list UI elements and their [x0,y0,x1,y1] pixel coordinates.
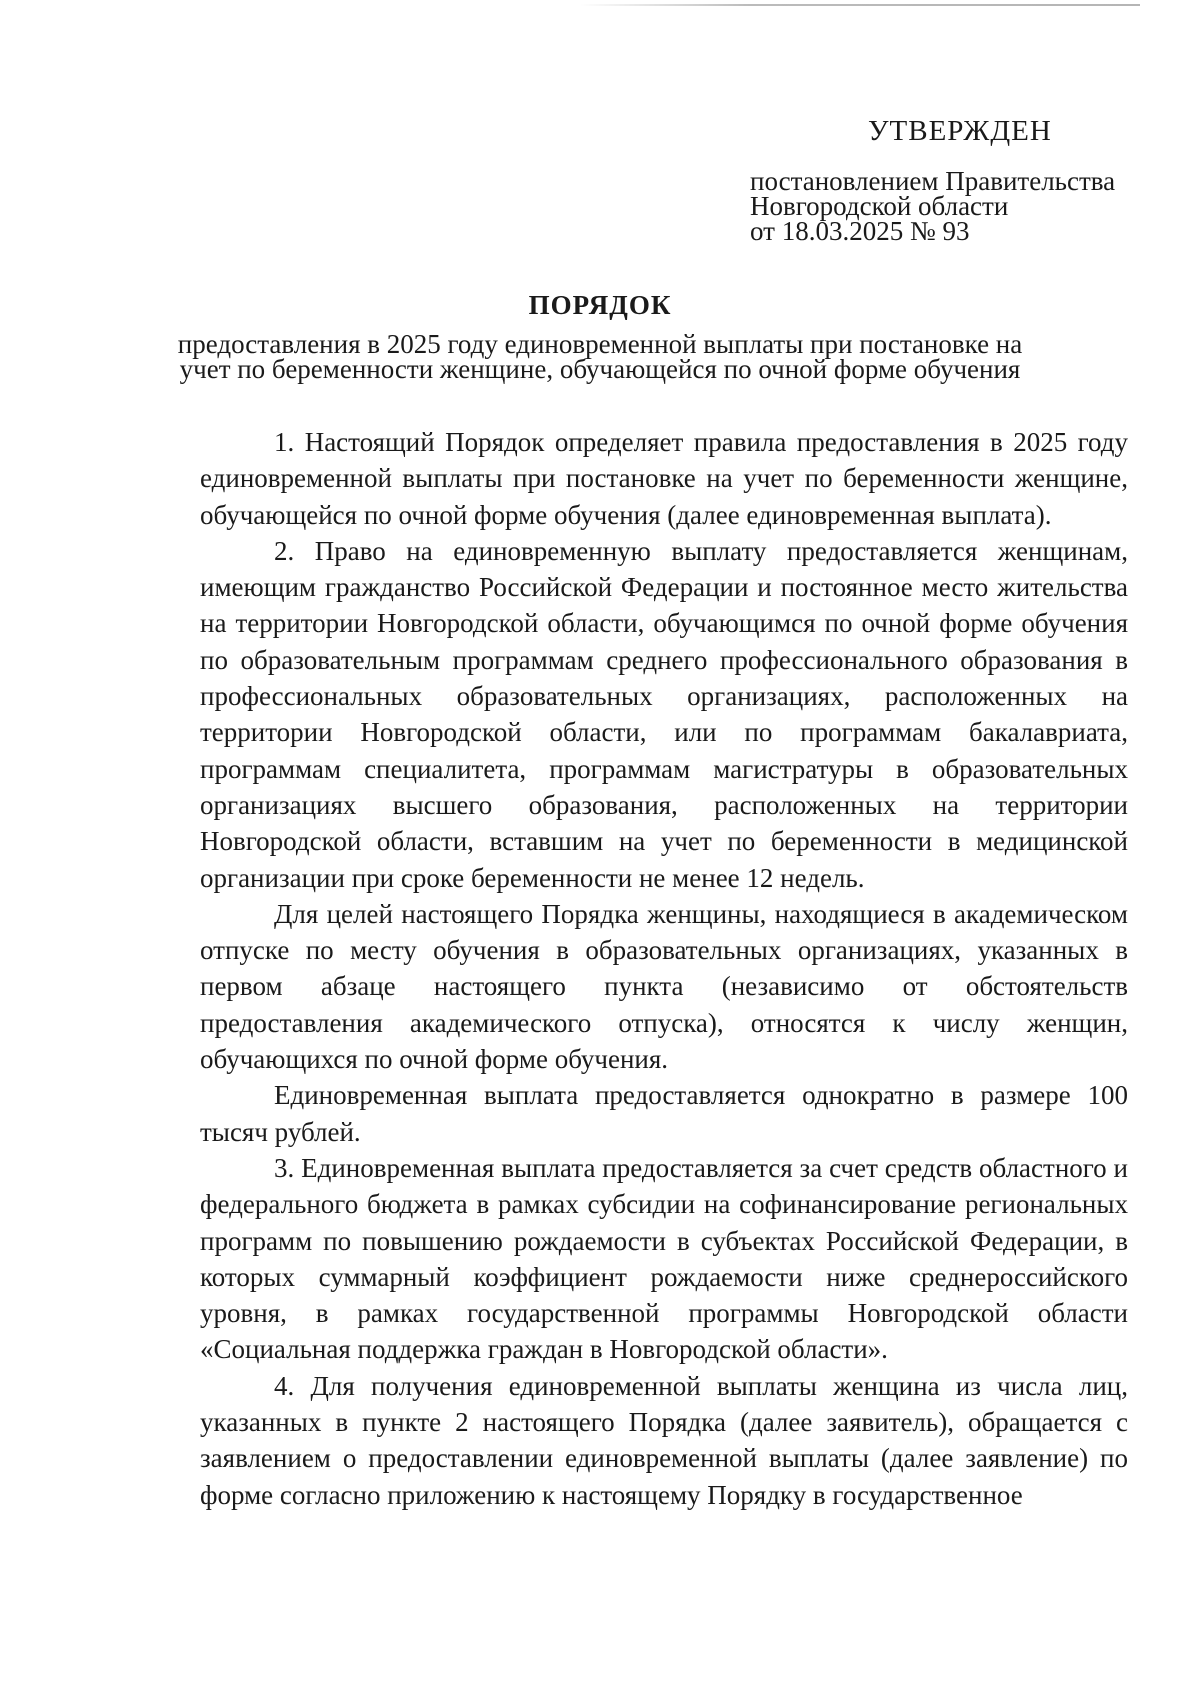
approval-line: от 18.03.2025 № 93 [750,216,970,246]
subtitle-line: учет по беременности женщине, обучающейся по очной форме обучения [179,354,1021,384]
scan-edge-line [580,4,1140,6]
paragraph-3: 3. Единовременная выплата предоставляется за счет средств областного и федерального бюджета в рамках субсидии на софинансирование региональных программ по повышению рождаемости в субъектах Российской Федерации, в которых суммарный коэффициент рождаемости ниже среднероссийского уровня, в рамках государственной программы Новгородской области «Социальная поддержка граждан в Новгородской области». [200,1152,1128,1365]
document-subtitle [0,329,1200,384]
approval-stamp-block [750,115,1150,244]
paragraph-4: 4. Для получения единовременной выплаты женщина из числа лиц, указанных в пункте 2 настоящего Порядка (далее заявитель), обращается с заявлением о предоставлении единовременной выплаты (далее заявление) по форме согласно приложению к настоящему Порядку в государственное [200,1370,1128,1510]
approval-line: Новгородской области [750,191,1009,221]
document-body [200,424,1128,1513]
paragraph-2-academic-leave: Для целей настоящего Порядка женщины, находящиеся в академическом отпуске по месту обучения в образовательных организациях, указанных в первом абзаце настоящего пункта (независимо от обстоятельств предоставления академического отпуска), относятся к числу женщин, обучающихся по очной форме обучения. [200,898,1128,1075]
document-title: ПОРЯДОК [528,290,672,320]
approved-heading: УТВЕРЖДЕН [868,115,1052,147]
paragraph-1: 1. Настоящий Порядок определяет правила предоставления в 2025 году единовременной выплаты при постановке на учет по беременности женщине, обучающейся по очной форме обучения (далее единовременная выплата). [200,427,1128,530]
paragraph-2: 2. Право на единовременную выплату предоставляется женщинам, имеющим гражданство Российской Федерации и постоянное место жительства на территории Новгородской области, обучающимся по очной форме обучения по образовательным программам среднего профессионального образования в профессиональных образовательных организациях, расположенных на территории Новгородской области, или по программам бакалавриата, программам специалитета, программам магистратуры в образовательных организациях высшего образования, расположенных на территории Новгородской области, вставшим на учет по беременности в медицинской организации при сроке беременности не менее 12 недель. [200,535,1128,893]
subtitle-line: предоставления в 2025 году единовременной выплаты при постановке на [177,329,1023,359]
approval-line: постановлением Правительства [750,166,1116,196]
paragraph-2-amount: Единовременная выплата предоставляется однократно в размере 100 тысяч рублей. [200,1080,1128,1147]
